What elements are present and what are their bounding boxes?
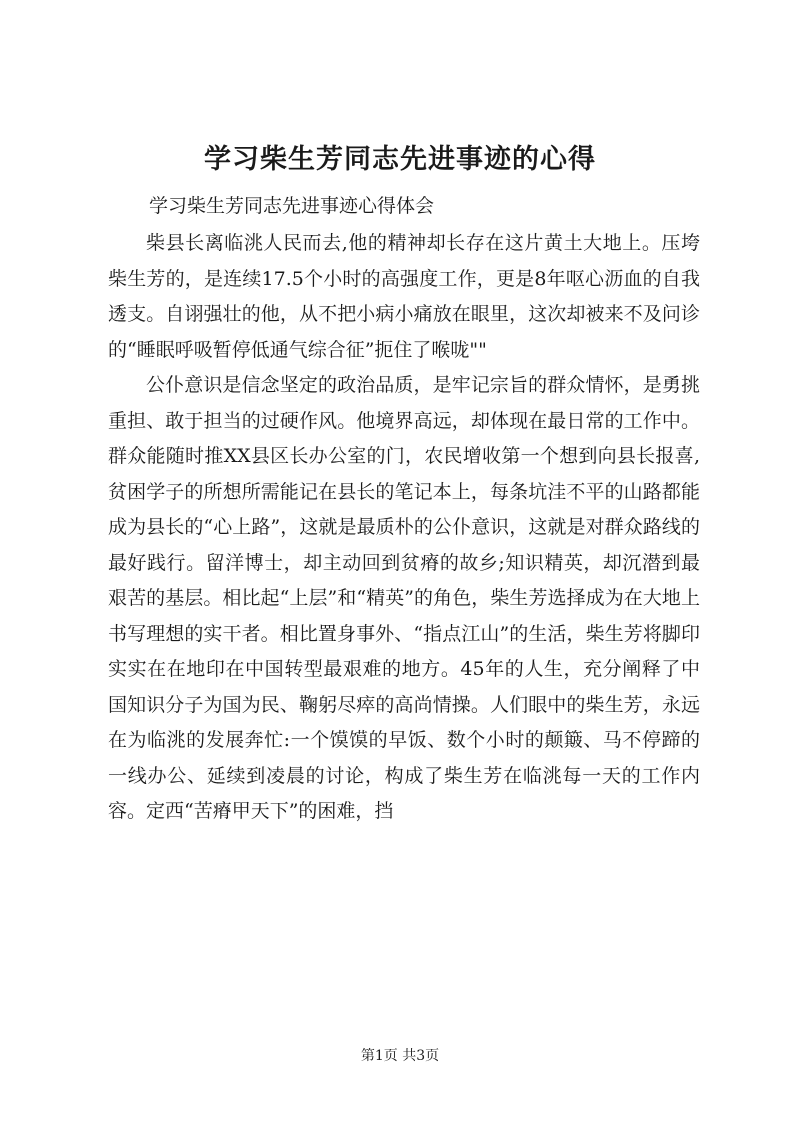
page-number-footer: 第1页 共3页 [360, 1048, 440, 1064]
document-body [108, 226, 700, 830]
document-subtitle: 学习柴生芳同志先进事迹心得体会 [149, 195, 435, 217]
paragraph: 柴县长离临洮人民而去,他的精神却长存在这片黄土大地上。压垮柴生芳的，是连续17.5个小时的高强度工作，更是8年呕心沥血的自我透支。自诩强壮的他，从不把小病小痛放在眼里，这次却被来不及问诊的“睡眠呼吸暂停低通气综合征”扼住了喉咙"" [108, 232, 700, 361]
paragraph: 公仆意识是信念坚定的政治品质，是牢记宗旨的群众情怀，是勇挑重担、敢于担当的过硬作风。他境界高远，却体现在最日常的工作中。群众能随时推XX县区长办公室的门，农民增收第一个想到向县长报喜,贫困学子的所想所需能记在县长的笔记本上，每条坑洼不平的山路都能成为县长的“心上路”，这就是最质朴的公仆意识，这就是对群众路线的最好践行。留洋博士，却主动回到贫瘠的故乡;知识精英，却沉潜到最艰苦的基层。相比起“上层”和“精英”的角色，柴生芳选择成为在大地上书写理想的实干者。相比置身事外、“指点江山”的生活，柴生芳将脚印实实在在地印在中国转型最艰难的地方。45年的人生，充分阐释了中国知识分子为国为民、鞠躬尽瘁的高尚情操。人们眼中的柴生芳，永远在为临洮的发展奔忙:一个馍馍的早饭、数个小时的颠簸、马不停蹄的一线办公、延续到凌晨的讨论，构成了柴生芳在临洮每一天的工作内容。定西“苦瘠甲天下”的困难，挡 [108, 374, 700, 822]
document-title: 学习柴生芳同志先进事迹的心得 [204, 144, 596, 175]
